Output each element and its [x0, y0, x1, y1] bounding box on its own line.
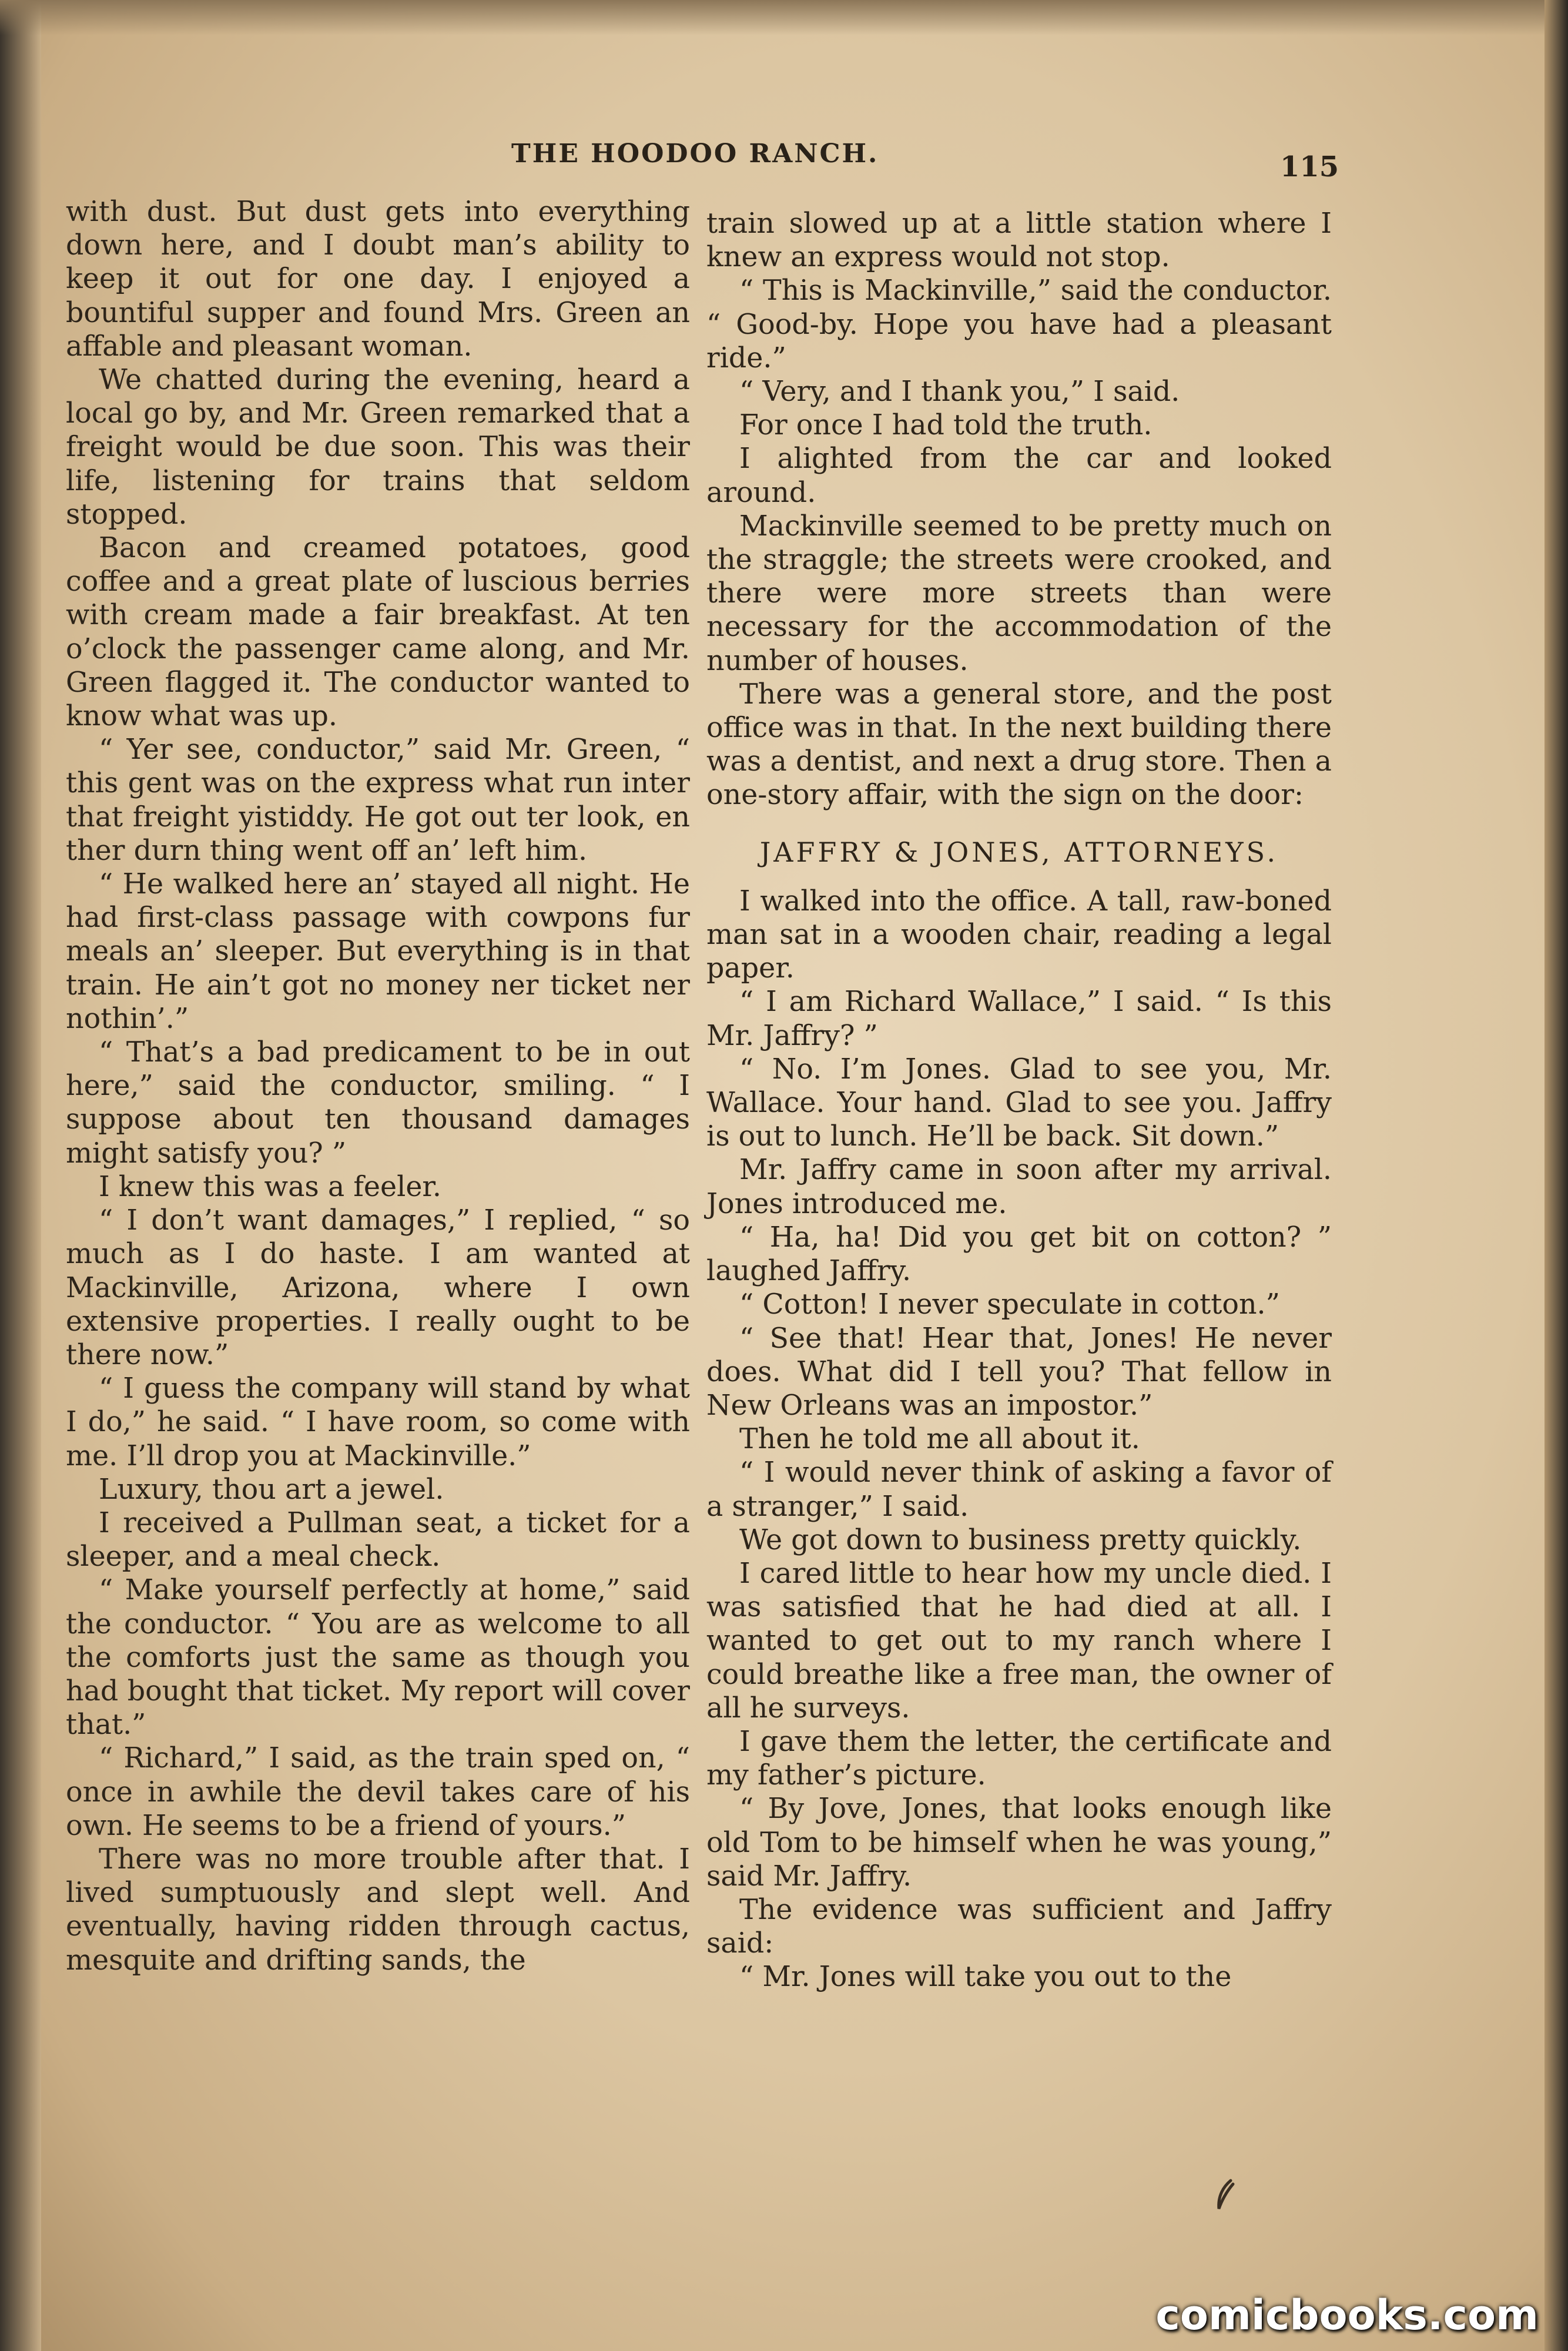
paragraph: “ That’s a bad predicament to be in out here,” said the conductor, smiling. “ I suppose about ten thousand damages might satisfy you? ” [66, 1036, 690, 1170]
paragraph: “ Ha, ha! Did you get bit on cotton? ” laughed Jaffry. [706, 1221, 1332, 1288]
paragraph: “ Cotton! I never speculate in cotton.” [739, 1288, 1280, 1321]
paragraph: I knew this was a feeler. [99, 1170, 442, 1203]
paragraph: I received a Pullman seat, a ticket for a sleeper, and a meal check. [66, 1506, 690, 1573]
paragraph: “ Very, and I thank you,” I said. [739, 376, 1180, 408]
paragraph: There was a general store, and the post office was in that. In the next building there was a dentist, and next a drug store. Then a one-story affair, with the sign on the door: [706, 678, 1332, 812]
paragraph: “ I would never think of asking a favor of a stranger,” I said. [706, 1456, 1332, 1523]
paragraph: “ See that! Hear that, Jones! He never does. What did I tell you? That fellow in New Orleans was an impostor.” [706, 1322, 1332, 1422]
page-number: 115 [1280, 150, 1339, 183]
paragraph: “ Mr. Jones will take you out to the [739, 1961, 1232, 1994]
paragraph: Bacon and creamed potatoes, good coffee and a great plate of luscious berries with cream made a fair breakfast. At ten o’clock the passenger came along, and Mr. Green flagged it. The conductor wanted to know what was up. [66, 532, 690, 733]
page-top-edge [0, 0, 1568, 35]
paragraph: We got down to business pretty quickly. [739, 1523, 1302, 1556]
site-watermark: comicbooks.com [1155, 2291, 1539, 2339]
paragraph: “ Make yourself perfectly at home,” said the conductor. “ You are as welcome to all the comforts just the same as though you had bought that ticket. My report will cover that.” [66, 1574, 690, 1742]
paragraph: “ Yer see, conductor,” said Mr. Green, “ this gent was on the express what run inter that freight yistiddy. He got out ter look, en ther durn thing went off an’ left him. [66, 734, 690, 867]
paragraph: I walked into the office. A tall, raw-boned man sat in a wooden chair, reading a legal paper. [706, 885, 1332, 985]
paragraph: train slowed up at a little station where I knew an express would not stop. [706, 207, 1332, 274]
running-title: THE HOODOO RANCH. [511, 139, 879, 169]
paragraph: “ By Jove, Jones, that looks enough like old Tom to be himself when he was young,” said Mr. Jaffry. [706, 1793, 1332, 1893]
paragraph: “ I don’t want damages,” I replied, “ so much as I do haste. I am wanted at Mackinville, Arizona, where I own extensive properties. I really ought to be there now.” [66, 1204, 690, 1371]
paragraph: For once I had told the truth. [739, 409, 1152, 442]
paragraph: Mr. Jaffry came in soon after my arrival. Jones introduced me. [706, 1154, 1332, 1220]
right-text-column [706, 207, 1332, 1994]
paragraph: “ Richard,” I said, as the train sped on, “ once in awhile the devil takes care of his own. He seems to be a friend of yours.” [66, 1742, 690, 1842]
paragraph: The evidence was sufficient and Jaffry said: [706, 1893, 1332, 1960]
paragraph: “ This is Mackinville,” said the conductor. “ Good-by. Hope you have had a pleasant ride.” [706, 274, 1332, 374]
paragraph: “ I guess the company will stand by what I do,” he said. “ I have room, so come with me. I’ll drop you at Mackinville.” [66, 1372, 690, 1472]
paragraph: “ He walked here an’ stayed all night. He had first-class passage with cowpons fur meals an’ sleeper. But everything is in that train. He ain’t got no money ner ticket ner nothin’.” [66, 868, 690, 1035]
pen-mark-icon [1213, 2178, 1237, 2211]
paragraph: I gave them the letter, the certificate and my father’s picture. [706, 1725, 1332, 1792]
office-door-sign: JAFFRY & JONES, ATTORNEYS. [759, 836, 1279, 868]
paragraph: I alighted from the car and looked around. [706, 443, 1332, 509]
page-right-edge [1544, 0, 1568, 2351]
paragraph: I cared little to hear how my uncle died. I was satisfied that he had died at all. I wanted to get out to my ranch where I could breathe like a free man, the owner of all he surveys. [706, 1557, 1332, 1724]
paragraph: We chatted during the evening, heard a local go by, and Mr. Green remarked that a freight would be due soon. This was their life, listening for trains that seldom stopped. [66, 364, 690, 531]
paragraph: Luxury, thou art a jewel. [99, 1473, 444, 1506]
paragraph: There was no more trouble after that. I lived sumptuously and slept well. And eventually, having ridden through cactus, mesquite and drifting sands, the [66, 1843, 690, 1977]
paragraph: “ I am Richard Wallace,” I said. “ Is this Mr. Jaffry? ” [706, 986, 1332, 1052]
paragraph: with dust. But dust gets into everything down here, and I doubt man’s ability to keep it out for one day. I enjoyed a bountiful supper and found Mrs. Green an affable and pleasant woman. [66, 196, 690, 363]
paragraph: Mackinville seemed to be pretty much on the straggle; the streets were crooked, and there were more streets than were necessary for the accommodation of the number of houses. [706, 510, 1332, 677]
left-text-column [66, 195, 690, 1977]
book-spine-shadow [0, 0, 41, 2351]
paragraph: “ No. I’m Jones. Glad to see you, Mr. Wallace. Your hand. Glad to see you. Jaffry is out to lunch. He’ll be back. Sit down.” [706, 1053, 1332, 1153]
paragraph: Then he told me all about it. [739, 1423, 1140, 1456]
